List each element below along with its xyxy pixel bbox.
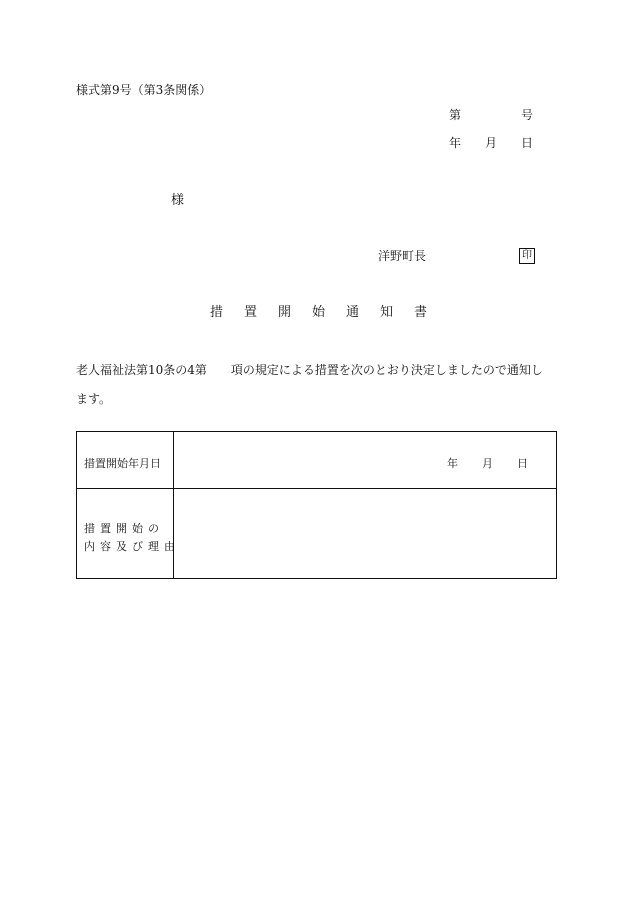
issue-date-year: 年: [449, 136, 462, 150]
issue-date-day: 日: [521, 136, 534, 150]
table-column-divider: [173, 432, 174, 578]
document-title: 措置開始通知書: [210, 305, 449, 320]
seal-mark: 印: [519, 248, 535, 264]
content-reason-label-line-1: 措置開始の: [84, 522, 164, 535]
document-number-prefix: 第: [449, 108, 462, 122]
document-number-suffix: 号: [521, 108, 534, 122]
body-text-part-2: 項の規定による措置を次のとおり決定しましたので通知し: [230, 363, 543, 377]
start-date-day: 日: [517, 457, 528, 470]
content-reason-label-line-2: 内容及び理由: [84, 540, 180, 553]
body-text-part-1: 老人福祉法第10条の4第: [76, 363, 207, 377]
start-date-month: 月: [482, 457, 493, 470]
start-date-label: 措置開始年月日: [84, 457, 161, 470]
start-date-year: 年: [447, 457, 458, 470]
issuer-name: 洋野町長: [378, 249, 427, 263]
body-text-line-2: ます。: [76, 392, 112, 406]
body-text-line-1: [76, 364, 543, 376]
issue-date-month: 月: [485, 136, 498, 150]
measure-info-table: [76, 431, 557, 579]
addressee-honorific: 様: [171, 193, 185, 208]
form-number: 様式第9号（第3条関係）: [76, 83, 212, 97]
table-row-divider: [77, 488, 556, 489]
